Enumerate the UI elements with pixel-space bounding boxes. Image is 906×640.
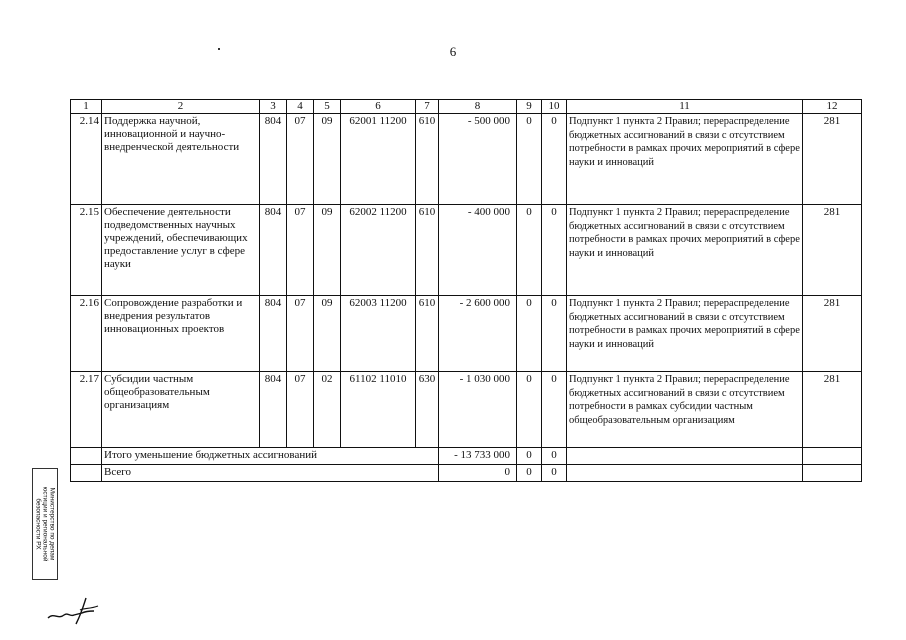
row-basis: Подпункт 1 пункта 2 Правил; перераспределение бюджетных ассигнований в связи с отсутствием потребности в рамках прочих мероприятий в сфере науки и инноваций (567, 296, 803, 372)
cell-c3: 804 (260, 372, 287, 448)
cell-amount: - 500 000 (439, 114, 517, 205)
row-number: 2.17 (71, 372, 102, 448)
table-row (71, 372, 862, 448)
cell-c10: 0 (542, 372, 567, 448)
table-row (71, 296, 862, 372)
cell-c9: 0 (517, 372, 542, 448)
total-decrease-label: Итого уменьшение бюджетных ассигнований (102, 448, 439, 465)
row-basis: Подпункт 1 пункта 2 Правил; перераспределение бюджетных ассигнований в связи с отсутствием потребности в рамках прочих мероприятий в сфере науки и инноваций (567, 114, 803, 205)
cell-c4: 07 (287, 205, 314, 296)
stamp-line: юстиции и региональной (41, 486, 49, 562)
table-row (71, 114, 862, 205)
page-number: 6 (449, 44, 457, 59)
row-name: Поддержка научной, инновационной и научно-внедренческой деятельности (102, 114, 260, 205)
cell-c12: 281 (803, 372, 862, 448)
header-cell: 1 (71, 100, 102, 114)
header-cell: 5 (314, 100, 341, 114)
row-basis: Подпункт 1 пункта 2 Правил; перераспределение бюджетных ассигнований в связи с отсутствием потребности в рамках субсидии частным общеобразовательным организациям (567, 372, 803, 448)
header-cell: 7 (416, 100, 439, 114)
header-cell: 4 (287, 100, 314, 114)
cell-c6: 62003 11200 (341, 296, 416, 372)
row-number: 2.14 (71, 114, 102, 205)
table-row (71, 205, 862, 296)
cell-c4: 07 (287, 114, 314, 205)
cell-c4: 07 (287, 372, 314, 448)
blank-cell (803, 448, 862, 465)
cell-amount: - 1 030 000 (439, 372, 517, 448)
cell-c4: 07 (287, 296, 314, 372)
row-number: 2.15 (71, 205, 102, 296)
cell-c6: 62001 11200 (341, 114, 416, 205)
header-cell: 8 (439, 100, 517, 114)
stamp-line: безопасности РХ (34, 498, 42, 550)
budget-table (70, 99, 862, 482)
cell-c10: 0 (542, 465, 567, 482)
cell-c3: 804 (260, 296, 287, 372)
row-name: Сопровождение разработки и внедрения результатов инновационных проектов (102, 296, 260, 372)
cell-c7: 610 (416, 205, 439, 296)
cell-amount: - 2 600 000 (439, 296, 517, 372)
cell-c9: 0 (517, 448, 542, 465)
row-name: Обеспечение деятельности подведомственных научных учреждений, обеспечивающих предоставление услуг в сфере науки (102, 205, 260, 296)
scan-speck (218, 48, 220, 50)
total-decrease-amount: - 13 733 000 (439, 448, 517, 465)
cell-c5: 09 (314, 114, 341, 205)
cell-c7: 630 (416, 372, 439, 448)
stamp-text (35, 470, 56, 578)
grand-total-label: Всего (102, 465, 439, 482)
cell-c10: 0 (542, 205, 567, 296)
header-cell: 3 (260, 100, 287, 114)
row-name: Субсидии частным общеобразовательным организациям (102, 372, 260, 448)
cell-c6: 61102 11010 (341, 372, 416, 448)
cell-c9: 0 (517, 465, 542, 482)
header-cell: 9 (517, 100, 542, 114)
cell-c9: 0 (517, 114, 542, 205)
header-cell: 11 (567, 100, 803, 114)
header-cell: 2 (102, 100, 260, 114)
cell-c5: 09 (314, 205, 341, 296)
grand-total-amount: 0 (439, 465, 517, 482)
cell-c6: 62002 11200 (341, 205, 416, 296)
stamp-line: Министерство по делам (48, 487, 56, 561)
cell-amount: - 400 000 (439, 205, 517, 296)
cell-c12: 281 (803, 296, 862, 372)
blank-cell (567, 465, 803, 482)
cell-c3: 804 (260, 114, 287, 205)
blank-cell (71, 448, 102, 465)
total-decrease-row (71, 448, 862, 465)
cell-c7: 610 (416, 296, 439, 372)
cell-c10: 0 (542, 448, 567, 465)
blank-cell (567, 448, 803, 465)
cell-c12: 281 (803, 114, 862, 205)
cell-c12: 281 (803, 205, 862, 296)
cell-c5: 09 (314, 296, 341, 372)
cell-c9: 0 (517, 296, 542, 372)
row-number: 2.16 (71, 296, 102, 372)
cell-c10: 0 (542, 114, 567, 205)
ministry-stamp (32, 468, 58, 580)
header-cell: 12 (803, 100, 862, 114)
handwritten-signature (46, 596, 106, 626)
blank-cell (803, 465, 862, 482)
header-cell: 10 (542, 100, 567, 114)
blank-cell (71, 465, 102, 482)
cell-c7: 610 (416, 114, 439, 205)
cell-c3: 804 (260, 205, 287, 296)
header-cell: 6 (341, 100, 416, 114)
header-row (71, 100, 862, 114)
row-basis: Подпункт 1 пункта 2 Правил; перераспределение бюджетных ассигнований в связи с отсутствием потребности в рамках прочих мероприятий в сфере науки и инноваций (567, 205, 803, 296)
grand-total-row (71, 465, 862, 482)
cell-c10: 0 (542, 296, 567, 372)
cell-c5: 02 (314, 372, 341, 448)
cell-c9: 0 (517, 205, 542, 296)
